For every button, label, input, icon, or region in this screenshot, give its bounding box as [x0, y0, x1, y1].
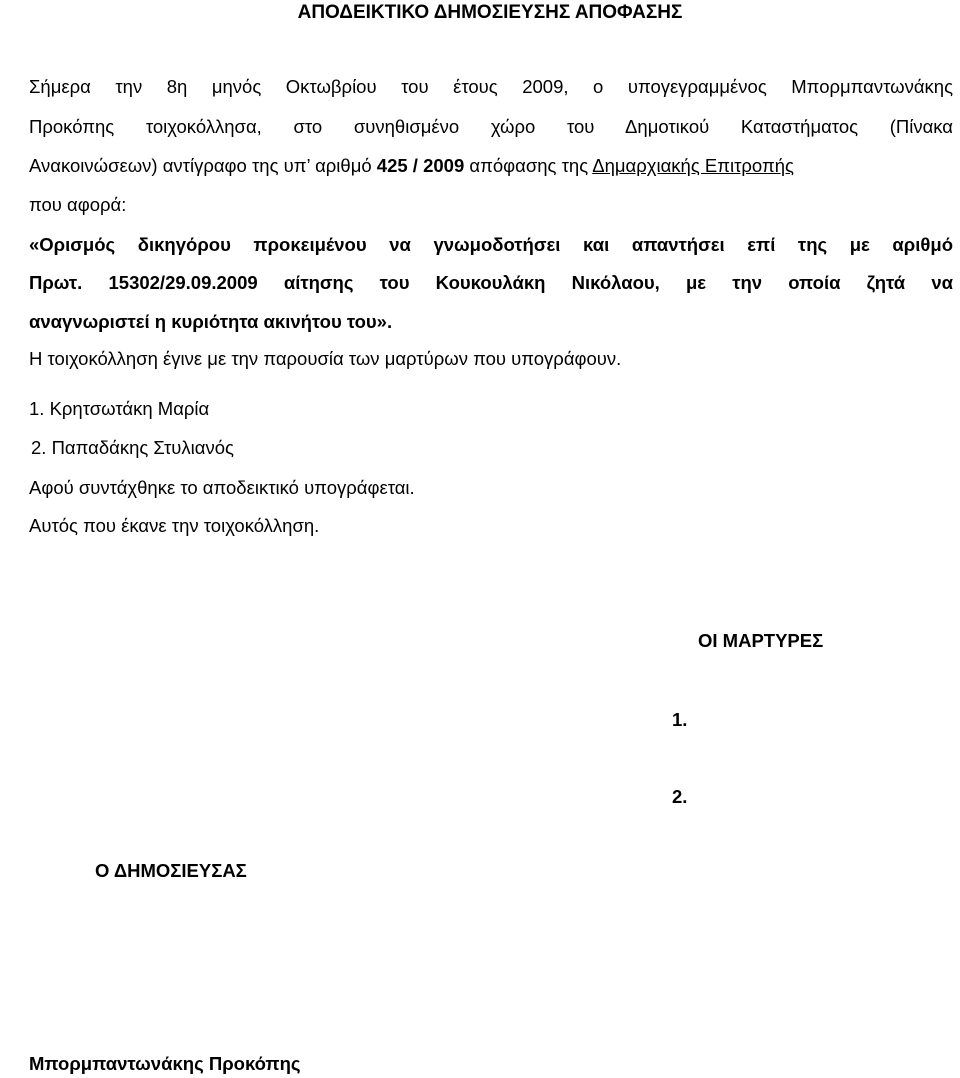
witness-list-item-2: 2. Παπαδάκης Στυλιανός [31, 437, 234, 458]
paragraph-line-2: Προκόπης τοιχοκόλλησα, στο συνηθισμένο χώρο του Δημοτικού Καταστήματος (Πίνακα [29, 116, 953, 137]
publisher-name: Μπορμπαντωνάκης Προκόπης [29, 1053, 301, 1074]
paragraph-line-4: που αφορά: [29, 194, 127, 215]
committee-name: Δημαρχιακής Επιτροπής [592, 155, 794, 176]
subject-line-3: αναγνωριστεί η κυριότητα ακινήτου του». [29, 311, 393, 332]
subject-line-1: «Ορισμός δικηγόρου προκειμένου να γνωμοδοτήσει και απαντήσει επί της με αριθμό [29, 234, 953, 255]
closing-line-2: Αυτός που έκανε την τοιχοκόλληση. [29, 515, 320, 536]
closing-line-1: Αφού συντάχθηκε το αποδεικτικό υπογράφεται. [29, 477, 415, 498]
witness-statement: Η τοιχοκόλληση έγινε με την παρουσία των μαρτύρων που υπογράφουν. [29, 348, 622, 369]
decision-number: 425 / 2009 [376, 155, 465, 176]
document-title: ΑΠΟΔΕΙΚΤΙΚΟ ΔΗΜΟΣΙΕΥΣΗΣ ΑΠΟΦΑΣΗΣ [297, 2, 683, 23]
paragraph-line-1: Σήμερα την 8η μηνός Οκτωβρίου του έτους 2009, ο υπογεγραμμένος Μπορμπαντωνάκης [29, 76, 953, 97]
subject-line-2: Πρωτ. 15302/29.09.2009 αίτησης του Κουκουλάκη Νικόλαου, με την οποία ζητά να [29, 272, 953, 293]
witness-signature-2: 2. [672, 786, 688, 807]
witness-signature-1: 1. [672, 709, 688, 730]
witnesses-heading: ΟΙ ΜΑΡΤΥΡΕΣ [698, 630, 824, 651]
paragraph-line-3 [29, 157, 953, 176]
publisher-heading: Ο ΔΗΜΟΣΙΕΥΣΑΣ [95, 860, 247, 881]
witness-list-item-1: 1. Κρητσωτάκη Μαρία [29, 398, 210, 419]
paragraph-line-3-text-a: Ανακοινώσεων) αντίγραφο της υπ’ αριθμό [29, 155, 377, 176]
paragraph-line-3-text-c: απόφασης της [464, 155, 593, 176]
